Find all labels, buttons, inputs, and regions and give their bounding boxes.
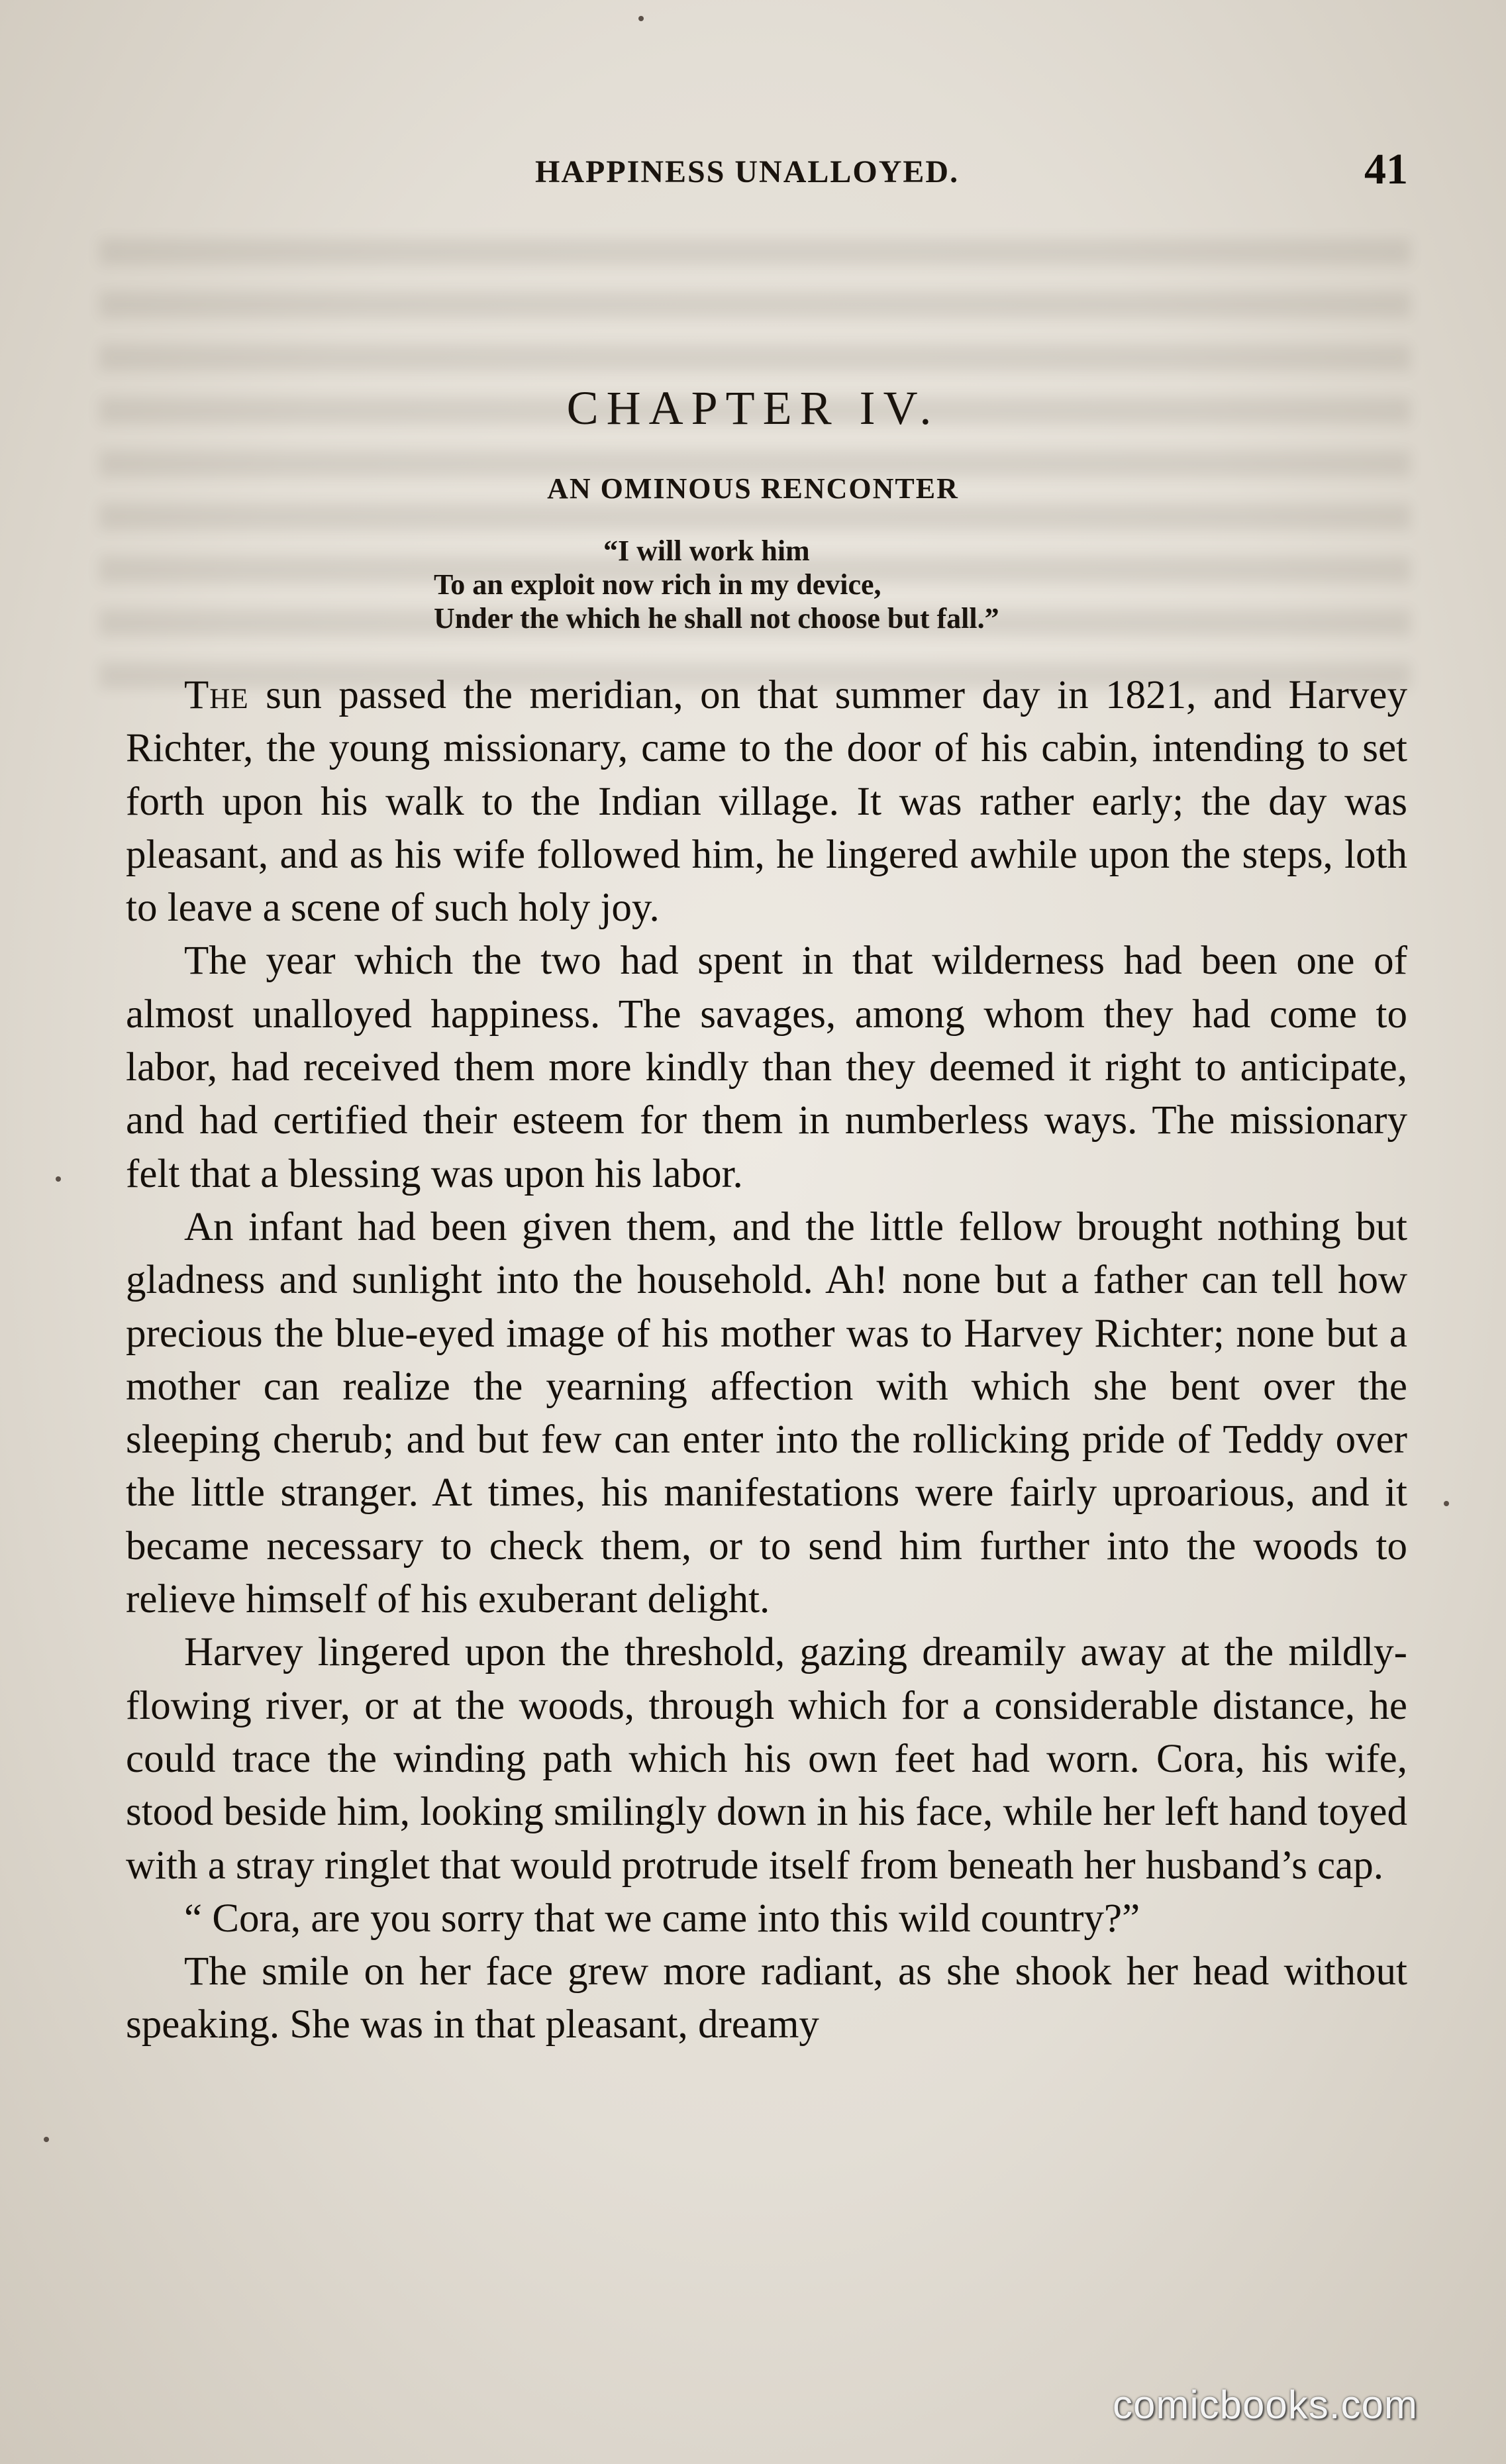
chapter-title: CHAPTER IV. <box>566 382 940 435</box>
paragraph <box>126 1892 1407 1945</box>
epigraph <box>434 534 1295 635</box>
paragraph-text: sun passed the meridian, on that summer day in 1821, and Harvey Richter, the young missionary, came to the door of his cabin, intending to set forth upon his walk to the Indian village. It was rather early; the day was pleasant, and as his wife followed him, he lingered awhile upon the steps, loth to leave a scene of such holy joy. <box>126 673 1407 931</box>
epigraph-line: Under the which he shall not choose but fall.” <box>434 602 999 635</box>
paragraph-text: The year which the two had spent in that wilderness had been one of almost unalloyed happiness. The savages, among whom they had come to labor, had received them more kindly than they deemed it right to anticipate, and had certified their esteem for them in numberless ways. The missionary felt that a blessing was upon his labor. <box>126 939 1407 1196</box>
running-title: HAPPINESS UNALLOYED. <box>535 154 960 189</box>
paragraph <box>126 1201 1407 1626</box>
ink-speck <box>44 2137 49 2142</box>
running-head <box>0 144 1506 191</box>
epigraph-line: To an exploit now rich in my device, <box>434 568 881 601</box>
paragraph-text: “ Cora, are you sorry that we came into this wild country?” <box>184 1896 1140 1941</box>
paragraph-text: The smile on her face grew more radiant, as she shook her head without speaking. She was in that pleasant, dreamy <box>126 1949 1407 2047</box>
page-number: 41 <box>1364 145 1408 193</box>
body-text <box>126 669 1407 2052</box>
watermark: comicbooks.com <box>1113 2383 1418 2427</box>
paragraph <box>126 1945 1407 2052</box>
paragraph <box>126 1626 1407 1892</box>
ink-speck <box>56 1176 61 1182</box>
paragraph <box>126 935 1407 1200</box>
paragraph-text: An infant had been given them, and the little fellow brought nothing but gladness and sunlight into the household. Ah! none but a father can tell how precious the blue-eyed image of his mother was to Harvey Richter; none but a mother can realize the yearning affection with which she bent over the sleeping cherub; and but few can enter into the rollicking pride of Teddy over the little stranger. At times, his manifestations were fairly uproarious, and it became necessary to check them, or to send him further into the woods to relieve himself of his exuberant delight. <box>126 1204 1407 1622</box>
paragraph <box>126 669 1407 935</box>
chapter-subtitle: AN OMINOUS RENCONTER <box>547 472 959 505</box>
paragraph-text: Harvey lingered upon the threshold, gazing dreamily away at the mildly-flowing river, or at the woods, through which for a considerable distance, he could trace the winding path which his own feet had worn. Cora, his wife, stood beside him, looking smilingly down in his face, while her left hand toyed with a stray ringlet that would protrude itself from beneath her husband’s cap. <box>126 1630 1407 1888</box>
ink-speck <box>638 16 644 21</box>
paragraph-lead-word: The <box>184 673 249 717</box>
epigraph-line: “I will work him <box>603 535 810 567</box>
ink-speck <box>1444 1501 1449 1506</box>
